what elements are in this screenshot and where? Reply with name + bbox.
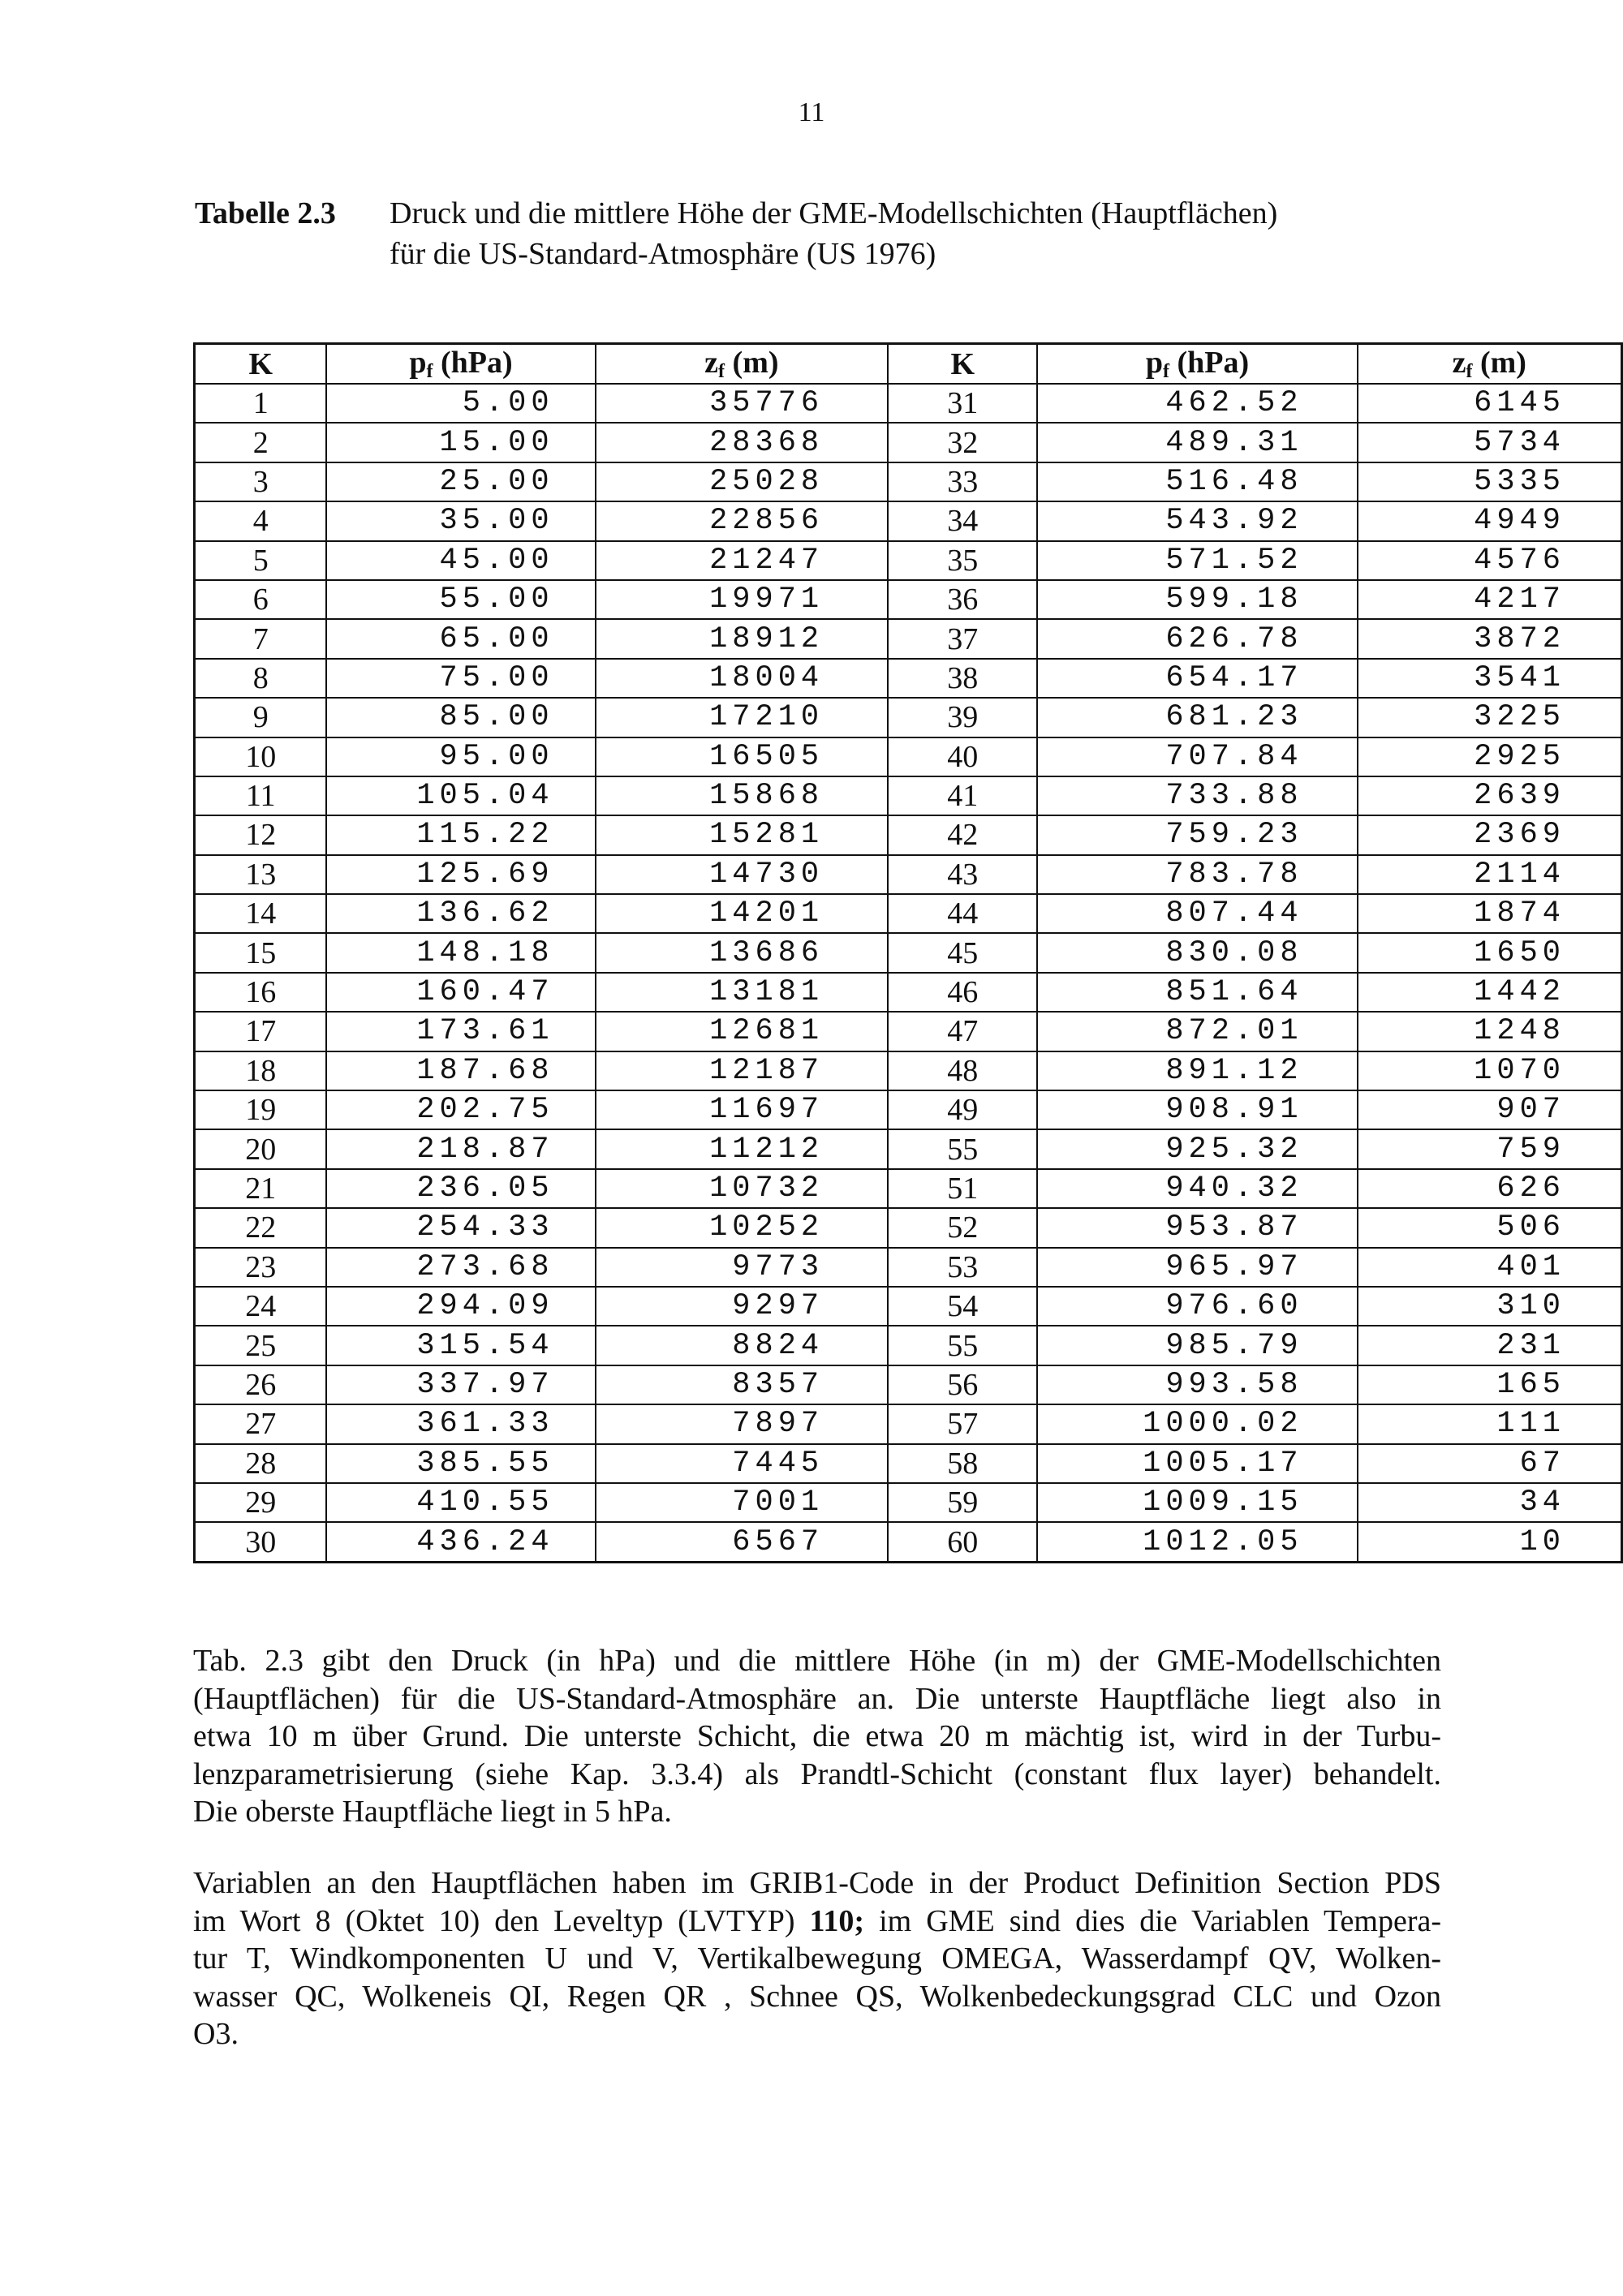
table-row (195, 933, 1622, 972)
cell-zf: 12187 (596, 1051, 889, 1090)
text-line: Die oberste Hauptfläche liegt in 5 hPa. (193, 1795, 672, 1829)
caption-text (390, 193, 1277, 274)
cell-k: 55 (888, 1129, 1037, 1168)
cell-k: 42 (888, 815, 1037, 854)
cell-zf: 6567 (596, 1522, 889, 1562)
header-k-left (195, 344, 327, 385)
header-symbol: z (704, 346, 719, 380)
cell-zf: 506 (1358, 1208, 1622, 1247)
cell-zf: 2114 (1358, 855, 1622, 894)
cell-pf: 273.68 (326, 1248, 595, 1287)
cell-zf: 4576 (1358, 541, 1622, 580)
header-pf-right (1037, 344, 1357, 385)
header-unit: (m) (725, 346, 779, 380)
cell-k: 17 (195, 1012, 327, 1051)
cell-k: 26 (195, 1365, 327, 1404)
cell-k: 57 (888, 1404, 1037, 1443)
text-line (193, 1903, 1441, 1941)
cell-k: 13 (195, 855, 327, 894)
header-pf-left (326, 344, 595, 385)
table-header-row (195, 344, 1622, 385)
cell-k: 4 (195, 501, 327, 540)
cell-pf: 759.23 (1037, 815, 1357, 854)
cell-pf: 571.52 (1037, 541, 1357, 580)
cell-zf: 9773 (596, 1248, 889, 1287)
cell-zf: 22856 (596, 501, 889, 540)
cell-pf: 654.17 (1037, 659, 1357, 698)
cell-zf: 11697 (596, 1090, 889, 1129)
cell-zf: 67 (1358, 1444, 1622, 1483)
cell-zf: 759 (1358, 1129, 1622, 1168)
cell-pf: 25.00 (326, 462, 595, 501)
table-row (195, 1129, 1622, 1168)
cell-pf: 385.55 (326, 1444, 595, 1483)
cell-pf: 830.08 (1037, 933, 1357, 972)
cell-k: 16 (195, 973, 327, 1012)
cell-pf: 681.23 (1037, 698, 1357, 737)
header-symbol: z (1452, 346, 1466, 380)
header-k-right (888, 344, 1037, 385)
cell-k: 27 (195, 1404, 327, 1443)
cell-zf: 1248 (1358, 1012, 1622, 1051)
cell-zf: 1650 (1358, 933, 1622, 972)
text-line: Variablen an den Hauptflächen haben im GRIB1-Code in der Product Definition Section PDS (193, 1866, 1441, 1900)
cell-k: 23 (195, 1248, 327, 1287)
table-row (195, 1208, 1622, 1247)
text-line: etwa 10 m über Grund. Die unterste Schicht, die etwa 20 m mächtig ist, wird in der Turbu- (193, 1719, 1441, 1753)
cell-pf: 337.97 (326, 1365, 595, 1404)
cell-zf: 9297 (596, 1287, 889, 1326)
cell-zf: 13686 (596, 933, 889, 972)
cell-pf: 35.00 (326, 501, 595, 540)
cell-zf: 17210 (596, 698, 889, 737)
table-row (195, 1444, 1622, 1483)
cell-k: 48 (888, 1051, 1037, 1090)
header-subscript: f (718, 361, 725, 382)
cell-zf: 15868 (596, 776, 889, 815)
cell-zf: 15281 (596, 815, 889, 854)
cell-k: 1 (195, 384, 327, 423)
header-symbol: K (950, 346, 975, 381)
cell-pf: 516.48 (1037, 462, 1357, 501)
cell-zf: 1070 (1358, 1051, 1622, 1090)
cell-k: 9 (195, 698, 327, 737)
cell-k: 53 (888, 1248, 1037, 1287)
cell-pf: 1005.17 (1037, 1444, 1357, 1483)
header-subscript: f (1466, 361, 1473, 382)
cell-k: 38 (888, 659, 1037, 698)
header-zf-right (1358, 344, 1622, 385)
cell-k: 31 (888, 384, 1037, 423)
cell-zf: 10252 (596, 1208, 889, 1247)
cell-k: 11 (195, 776, 327, 815)
cell-k: 10 (195, 737, 327, 776)
cell-pf: 75.00 (326, 659, 595, 698)
cell-k: 47 (888, 1012, 1037, 1051)
cell-pf: 202.75 (326, 1090, 595, 1129)
header-subscript: f (426, 361, 433, 382)
cell-pf: 85.00 (326, 698, 595, 737)
cell-pf: 160.47 (326, 973, 595, 1012)
cell-k: 22 (195, 1208, 327, 1247)
cell-k: 2 (195, 423, 327, 462)
header-unit: (hPa) (433, 346, 513, 380)
table-row (195, 1012, 1622, 1051)
cell-zf: 310 (1358, 1287, 1622, 1326)
cell-zf: 10732 (596, 1169, 889, 1208)
cell-zf: 11212 (596, 1129, 889, 1168)
cell-pf: 148.18 (326, 933, 595, 972)
cell-zf: 7897 (596, 1404, 889, 1443)
pressure-height-table (193, 342, 1623, 1563)
table-row (195, 619, 1622, 658)
cell-pf: 187.68 (326, 1051, 595, 1090)
cell-zf: 401 (1358, 1248, 1622, 1287)
cell-k: 46 (888, 973, 1037, 1012)
cell-k: 32 (888, 423, 1037, 462)
text-line: Tab. 2.3 gibt den Druck (in hPa) und die mittlere Höhe (in m) der GME-Modellschichten (193, 1644, 1441, 1678)
cell-zf: 5335 (1358, 462, 1622, 501)
table-row (195, 423, 1622, 462)
cell-pf: 5.00 (326, 384, 595, 423)
table-row (195, 698, 1622, 737)
cell-k: 20 (195, 1129, 327, 1168)
cell-zf: 8824 (596, 1326, 889, 1365)
cell-zf: 2639 (1358, 776, 1622, 815)
caption-label: Tabelle 2.3 (195, 196, 336, 230)
cell-k: 56 (888, 1365, 1037, 1404)
cell-pf: 65.00 (326, 619, 595, 658)
cell-k: 5 (195, 541, 327, 580)
cell-zf: 3872 (1358, 619, 1622, 658)
table-row (195, 1483, 1622, 1522)
cell-pf: 1012.05 (1037, 1522, 1357, 1562)
table-row (195, 776, 1622, 815)
cell-pf: 236.05 (326, 1169, 595, 1208)
header-subscript: f (1162, 361, 1169, 382)
cell-k: 18 (195, 1051, 327, 1090)
paragraph-description (193, 1642, 1441, 1831)
header-unit: (m) (1472, 346, 1526, 380)
cell-zf: 21247 (596, 541, 889, 580)
table-row (195, 894, 1622, 933)
cell-zf: 626 (1358, 1169, 1622, 1208)
cell-k: 29 (195, 1483, 327, 1522)
cell-zf: 14730 (596, 855, 889, 894)
cell-k: 39 (888, 698, 1037, 737)
cell-k: 28 (195, 1444, 327, 1483)
cell-zf: 165 (1358, 1365, 1622, 1404)
cell-pf: 410.55 (326, 1483, 595, 1522)
cell-pf: 626.78 (1037, 619, 1357, 658)
cell-k: 43 (888, 855, 1037, 894)
cell-k: 6 (195, 580, 327, 619)
table-row (195, 541, 1622, 580)
cell-zf: 4217 (1358, 580, 1622, 619)
cell-zf: 7001 (596, 1483, 889, 1522)
cell-k: 25 (195, 1326, 327, 1365)
cell-zf: 4949 (1358, 501, 1622, 540)
cell-zf: 12681 (596, 1012, 889, 1051)
cell-pf: 173.61 (326, 1012, 595, 1051)
table-row (195, 1051, 1622, 1090)
cell-k: 33 (888, 462, 1037, 501)
cell-zf: 35776 (596, 384, 889, 423)
cell-k: 45 (888, 933, 1037, 972)
table-row (195, 1326, 1622, 1365)
cell-k: 44 (888, 894, 1037, 933)
cell-k: 35 (888, 541, 1037, 580)
cell-zf: 5734 (1358, 423, 1622, 462)
cell-k: 8 (195, 659, 327, 698)
cell-pf: 599.18 (1037, 580, 1357, 619)
cell-zf: 907 (1358, 1090, 1622, 1129)
cell-pf: 891.12 (1037, 1051, 1357, 1090)
cell-zf: 18912 (596, 619, 889, 658)
table-row (195, 737, 1622, 776)
cell-pf: 707.84 (1037, 737, 1357, 776)
cell-pf: 1009.15 (1037, 1483, 1357, 1522)
text-line: O3. (193, 2017, 239, 2051)
cell-pf: 908.91 (1037, 1090, 1357, 1129)
text-line: wasser QC, Wolkeneis QI, Regen QR , Schnee QS, Wolkenbedeckungsgrad CLC und Ozon (193, 1979, 1441, 2014)
cell-pf: 15.00 (326, 423, 595, 462)
table-row (195, 973, 1622, 1012)
table-row (195, 1248, 1622, 1287)
cell-pf: 95.00 (326, 737, 595, 776)
cell-zf: 28368 (596, 423, 889, 462)
table-row (195, 384, 1622, 423)
cell-zf: 8357 (596, 1365, 889, 1404)
table-row (195, 1090, 1622, 1129)
cell-zf: 18004 (596, 659, 889, 698)
cell-pf: 976.60 (1037, 1287, 1357, 1326)
header-unit: (hPa) (1169, 346, 1250, 380)
cell-zf: 10 (1358, 1522, 1622, 1562)
cell-zf: 16505 (596, 737, 889, 776)
caption-line-2: für die US-Standard-Atmosphäre (US 1976) (390, 237, 936, 271)
header-symbol: p (1145, 346, 1163, 380)
paragraph-grib-variables (193, 1864, 1441, 2053)
cell-k: 36 (888, 580, 1037, 619)
cell-pf: 543.92 (1037, 501, 1357, 540)
cell-k: 21 (195, 1169, 327, 1208)
cell-k: 15 (195, 933, 327, 972)
cell-zf: 3541 (1358, 659, 1622, 698)
cell-zf: 1442 (1358, 973, 1622, 1012)
cell-zf: 111 (1358, 1404, 1622, 1443)
table-row (195, 1169, 1622, 1208)
cell-k: 19 (195, 1090, 327, 1129)
cell-zf: 25028 (596, 462, 889, 501)
cell-k: 60 (888, 1522, 1037, 1562)
cell-zf: 13181 (596, 973, 889, 1012)
header-zf-left (596, 344, 889, 385)
cell-pf: 985.79 (1037, 1326, 1357, 1365)
text-line: lenzparametrisierung (siehe Kap. 3.3.4) als Prandtl-Schicht (constant flux layer) behandelt. (193, 1756, 1441, 1791)
cell-pf: 489.31 (1037, 423, 1357, 462)
header-symbol: K (248, 346, 273, 381)
cell-zf: 6145 (1358, 384, 1622, 423)
cell-k: 14 (195, 894, 327, 933)
cell-pf: 851.64 (1037, 973, 1357, 1012)
cell-pf: 1000.02 (1037, 1404, 1357, 1443)
cell-pf: 294.09 (326, 1287, 595, 1326)
cell-pf: 965.97 (1037, 1248, 1357, 1287)
cell-k: 58 (888, 1444, 1037, 1483)
table-row (195, 1287, 1622, 1326)
cell-k: 49 (888, 1090, 1037, 1129)
cell-pf: 125.69 (326, 855, 595, 894)
cell-k: 40 (888, 737, 1037, 776)
table-row (195, 501, 1622, 540)
cell-zf: 2369 (1358, 815, 1622, 854)
cell-zf: 2925 (1358, 737, 1622, 776)
text-span: im GME sind dies die Variablen Tempera- (864, 1903, 1441, 1938)
cell-k: 54 (888, 1287, 1037, 1326)
table-row (195, 1522, 1622, 1562)
cell-k: 55 (888, 1326, 1037, 1365)
caption-line-1: Druck und die mittlere Höhe der GME-Modellschichten (Hauptflächen) (390, 196, 1278, 230)
cell-zf: 1874 (1358, 894, 1622, 933)
cell-pf: 55.00 (326, 580, 595, 619)
level-type-value: 110; (809, 1903, 865, 1938)
cell-k: 59 (888, 1483, 1037, 1522)
cell-k: 34 (888, 501, 1037, 540)
cell-zf: 3225 (1358, 698, 1622, 737)
cell-k: 41 (888, 776, 1037, 815)
table-row (195, 1404, 1622, 1443)
cell-pf: 733.88 (1037, 776, 1357, 815)
cell-pf: 462.52 (1037, 384, 1357, 423)
cell-pf: 361.33 (326, 1404, 595, 1443)
table-row (195, 462, 1622, 501)
text-line: tur T, Windkomponenten U und V, Vertikalbewegung OMEGA, Wasserdampf QV, Wolken- (193, 1941, 1441, 1976)
table-row (195, 855, 1622, 894)
cell-zf: 14201 (596, 894, 889, 933)
cell-pf: 136.62 (326, 894, 595, 933)
cell-pf: 807.44 (1037, 894, 1357, 933)
cell-pf: 940.32 (1037, 1169, 1357, 1208)
table-row (195, 815, 1622, 854)
page-number: 11 (798, 97, 825, 127)
cell-k: 7 (195, 619, 327, 658)
cell-zf: 7445 (596, 1444, 889, 1483)
cell-pf: 783.78 (1037, 855, 1357, 894)
table-row (195, 1365, 1622, 1404)
table-row (195, 580, 1622, 619)
text-line: (Hauptflächen) für die US-Standard-Atmosphäre an. Die unterste Hauptfläche liegt also in (193, 1681, 1441, 1716)
cell-pf: 254.33 (326, 1208, 595, 1247)
cell-pf: 315.54 (326, 1326, 595, 1365)
cell-k: 51 (888, 1169, 1037, 1208)
cell-k: 24 (195, 1287, 327, 1326)
cell-k: 30 (195, 1522, 327, 1562)
cell-zf: 19971 (596, 580, 889, 619)
table-row (195, 659, 1622, 698)
text-span: im Wort 8 (Oktet 10) den Leveltyp (LVTYP) (193, 1903, 810, 1938)
cell-k: 3 (195, 462, 327, 501)
cell-k: 12 (195, 815, 327, 854)
cell-pf: 993.58 (1037, 1365, 1357, 1404)
cell-pf: 436.24 (326, 1522, 595, 1562)
cell-pf: 45.00 (326, 541, 595, 580)
cell-pf: 872.01 (1037, 1012, 1357, 1051)
cell-pf: 218.87 (326, 1129, 595, 1168)
cell-pf: 115.22 (326, 815, 595, 854)
cell-k: 37 (888, 619, 1037, 658)
header-symbol: p (409, 346, 427, 380)
cell-pf: 953.87 (1037, 1208, 1357, 1247)
cell-pf: 925.32 (1037, 1129, 1357, 1168)
cell-zf: 34 (1358, 1483, 1622, 1522)
cell-k: 52 (888, 1208, 1037, 1247)
cell-zf: 231 (1358, 1326, 1622, 1365)
cell-pf: 105.04 (326, 776, 595, 815)
